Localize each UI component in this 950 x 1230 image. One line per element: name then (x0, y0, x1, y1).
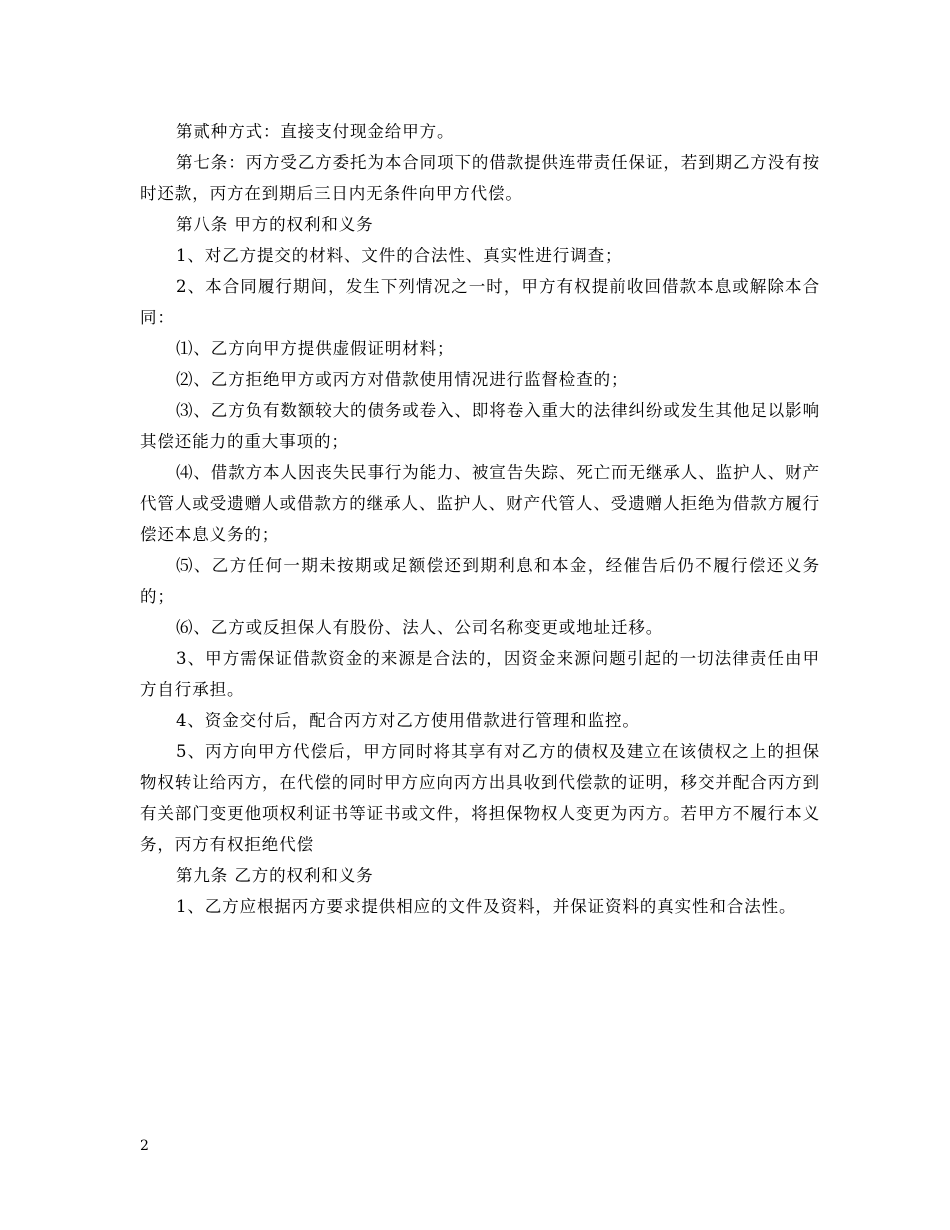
page-number: 2 (140, 1138, 149, 1154)
paragraph-subitem-6: ⑹、乙方或反担保人有股份、法人、公司名称变更或地址迁移。 (176, 618, 664, 637)
paragraph-payment-method-2: 第贰种方式：直接支付现金给甲方。 (176, 122, 455, 141)
paragraph-subitem-2: ⑵、乙方拒绝甲方或丙方对借款使用情况进行监督检查的； (176, 370, 629, 389)
paragraph-subitem-5: ⑸、乙方任何一期未按期或足额偿还到期利息和本金，经催告后仍不履行偿还义务的； (140, 556, 820, 606)
paragraph-subitem-1: ⑴、乙方向甲方提供虚假证明材料； (176, 339, 455, 358)
paragraph-article-8-item-4: 4、资金交付后，配合丙方对乙方使用借款进行管理和监控。 (176, 711, 640, 730)
paragraph-article-8-item-1: 1、对乙方提交的材料、文件的合法性、真实性进行调查； (176, 246, 623, 265)
heading-article-8: 第八条 甲方的权利和义务 (176, 215, 374, 234)
paragraph-subitem-4: ⑷、借款方本人因丧失民事行为能力、被宣告失踪、死亡而无继承人、监护人、财产代管人或受遗赠人或借款方的继承人、监护人、财产代管人、受遗赠人拒绝为借款方履行偿还本息义务的； (140, 463, 820, 544)
paragraph-article-9-item-1: 1、乙方应根据丙方要求提供相应的文件及资料，并保证资料的真实性和合法性。 (176, 897, 797, 916)
paragraph-article-8-item-2: 2、本合同履行期间，发生下列情况之一时，甲方有权提前收回借款本息或解除本合同： (140, 277, 820, 327)
paragraph-subitem-3: ⑶、乙方负有数额较大的债务或卷入、即将卷入重大的法律纠纷或发生其他足以影响其偿还能力的重大事项的； (140, 401, 820, 451)
paragraph-article-7: 第七条：丙方受乙方委托为本合同项下的借款提供连带责任保证，若到期乙方没有按时还款，丙方在到期后三日内无条件向甲方代偿。 (140, 153, 820, 203)
heading-article-9: 第九条 乙方的权利和义务 (176, 866, 374, 885)
paragraph-article-8-item-3: 3、甲方需保证借款资金的来源是合法的，因资金来源问题引起的一切法律责任由甲方自行承担。 (140, 649, 820, 699)
document-body (140, 116, 820, 922)
paragraph-article-8-item-5: 5、丙方向甲方代偿后，甲方同时将其享有对乙方的债权及建立在该债权之上的担保物权转让给丙方，在代偿的同时甲方应向丙方出具收到代偿款的证明，移交并配合丙方到有关部门变更他项权利证书等证书或文件，将担保物权人变更为丙方。若甲方不履行本义务，丙方有权拒绝代偿 (140, 742, 820, 854)
